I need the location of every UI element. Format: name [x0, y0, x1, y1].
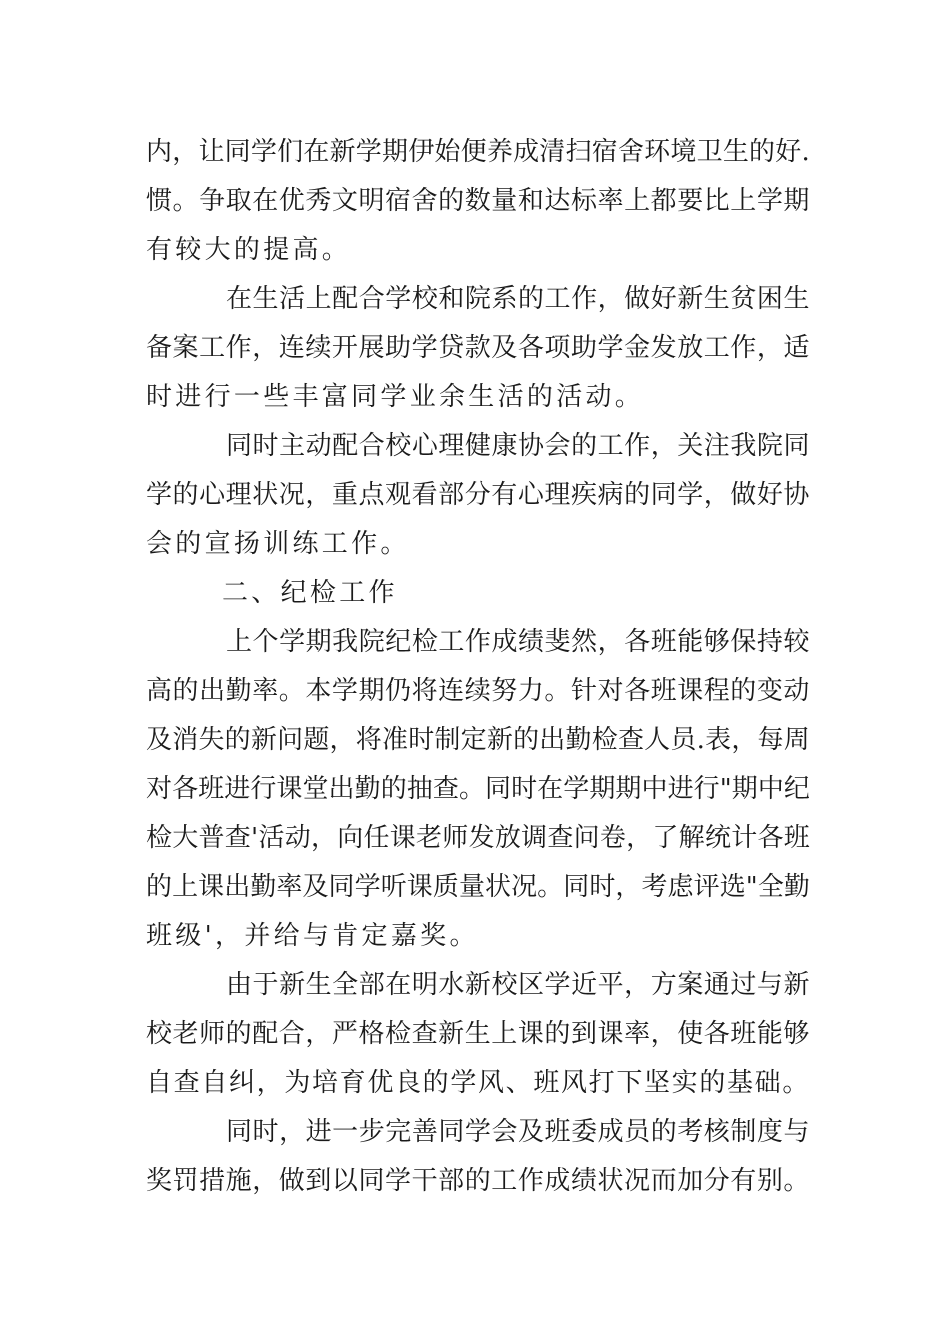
text-line: 自查自纠，为培育优良的学风、班风打下坚实的基础。: [146, 1068, 810, 1098]
text-line: 惯。争取在优秀文明宿舍的数量和达标率上都要比上学期: [146, 186, 810, 216]
paragraph-student-life: [146, 275, 810, 422]
text-line: 同时，进一步完善同学会及班委成员的考核制度与: [226, 1117, 810, 1147]
text-line: 同时主动配合校心理健康协会的工作，关注我院同: [226, 431, 810, 461]
text-line: 检大普查'活动，向任课老师发放调查问卷，了解统计各班: [146, 823, 810, 853]
text-line: 及消失的新问题，将准时制定新的出勤检查人员.表，每周: [146, 725, 810, 755]
text-line: 的上课出勤率及同学听课质量状况。同时，考虑评选"全勤: [146, 872, 810, 902]
paragraph-mental-health: [146, 422, 810, 569]
text-line: 会的宣扬训练工作。: [146, 529, 410, 559]
text-line: 备案工作，连续开展助学贷款及各项助学金发放工作，适: [146, 333, 810, 363]
text-line: 有较大的提高。: [146, 235, 352, 265]
text-line: 校老师的配合，严格检查新生上课的到课率，使各班能够: [146, 1019, 810, 1049]
document-body: [146, 128, 810, 1206]
text-line: 时进行一些丰富同学业余生活的活动。: [146, 382, 645, 412]
text-line: 高的出勤率。本学期仍将连续努力。针对各班课程的变动: [146, 676, 810, 706]
text-line: 上个学期我院纪检工作成绩斐然，各班能够保持较: [226, 627, 810, 657]
section-heading: [146, 569, 810, 618]
text-line: 内，让同学们在新学期伊始便养成清扫宿舍环境卫生的好.: [146, 137, 810, 167]
text-line: 奖罚措施，做到以同学干部的工作成绩状况而加分有别。: [146, 1166, 810, 1196]
paragraph-assessment: [146, 1108, 810, 1206]
text-line: 对各班进行课堂出勤的抽查。同时在学期期中进行"期中纪: [146, 774, 810, 804]
text-line: 在生活上配合学校和院系的工作，做好新生贫困生: [226, 284, 810, 314]
text-line: 班级'，并给与肯定嘉奖。: [146, 921, 479, 951]
text-line: 由于新生全部在明水新校区学近平，方案通过与新: [226, 970, 810, 1000]
heading-text: 二、纪检工作: [222, 578, 398, 608]
paragraph-new-students: [146, 961, 810, 1108]
paragraph-discipline: [146, 618, 810, 961]
text-line: 学的心理状况，重点观看部分有心理疾病的同学，做好协: [146, 480, 810, 510]
paragraph-continuation: [146, 128, 810, 275]
